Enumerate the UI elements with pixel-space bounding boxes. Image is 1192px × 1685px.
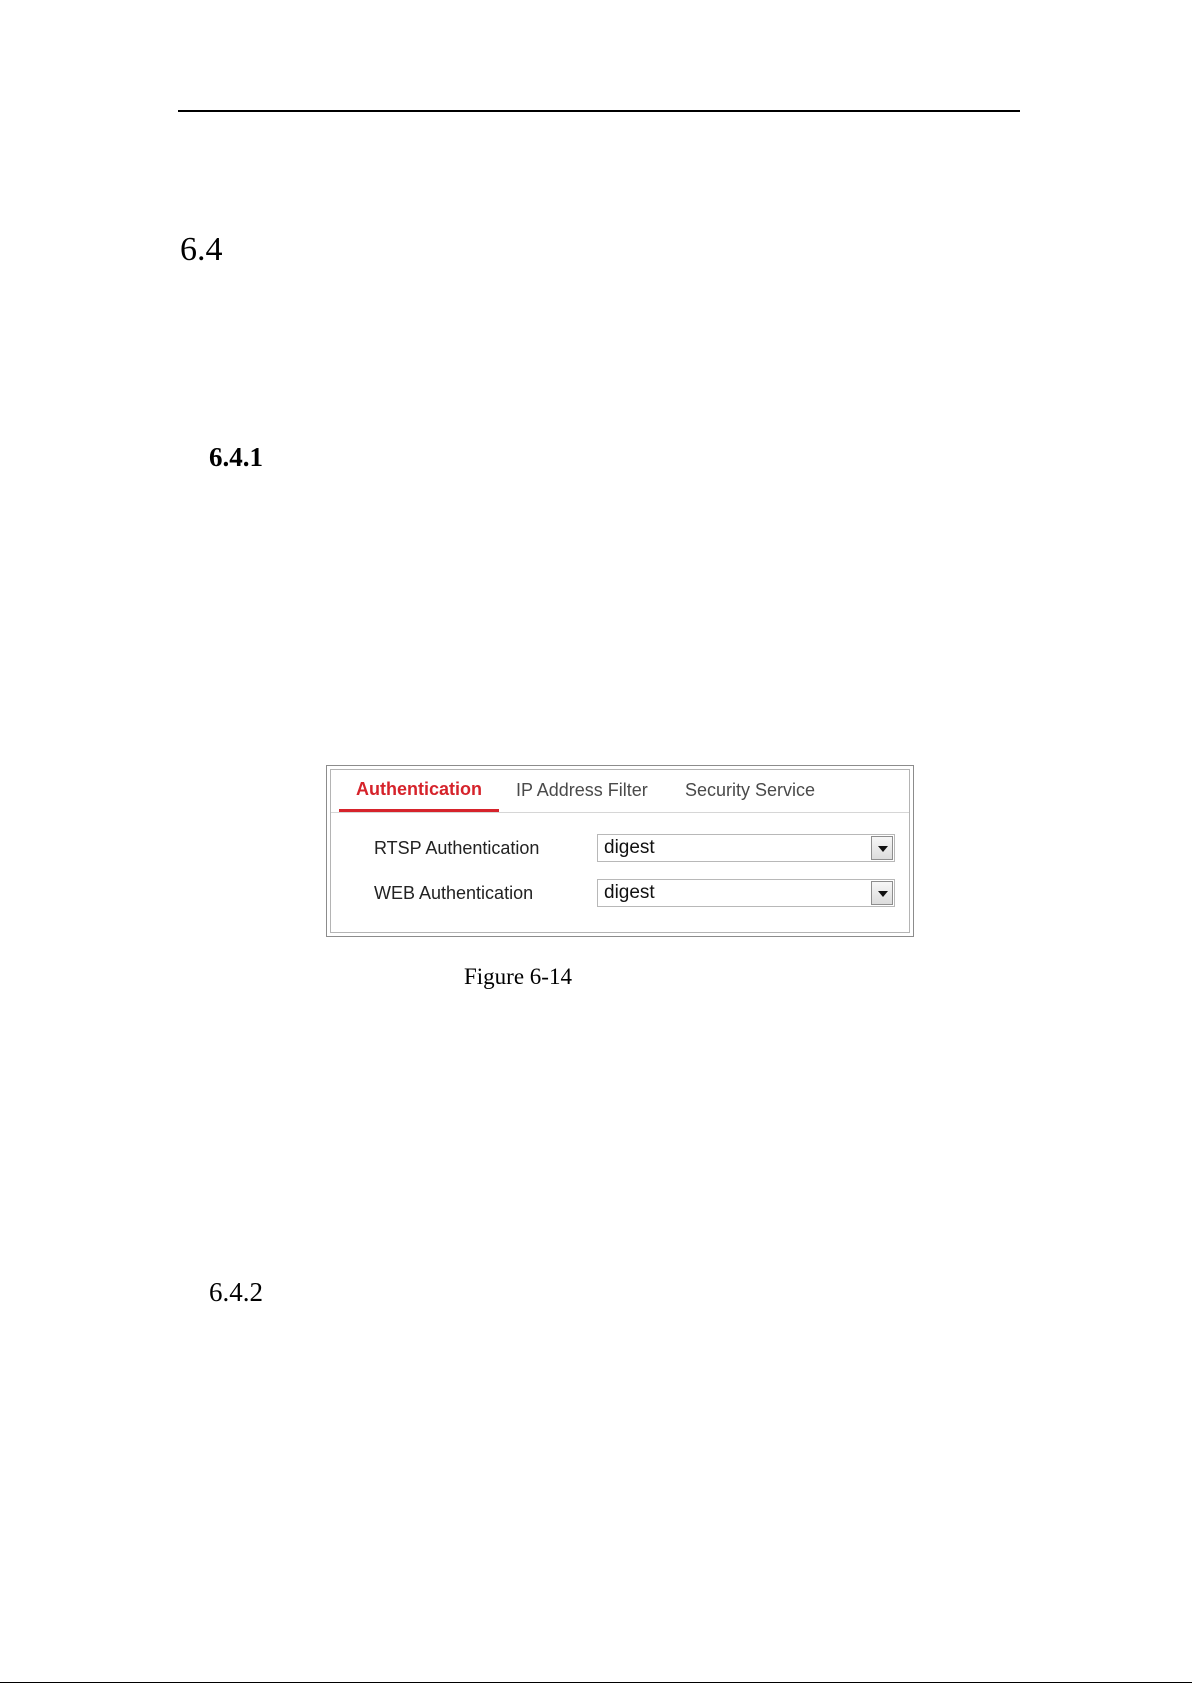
header-rule [178, 110, 1020, 112]
rtsp-authentication-select[interactable] [597, 834, 895, 862]
tab-bar [331, 770, 909, 813]
tab-ip-address-filter[interactable]: IP Address Filter [516, 780, 648, 800]
web-authentication-label: WEB Authentication [374, 883, 534, 903]
rtsp-authentication-label: RTSP Authentication [374, 838, 540, 858]
rtsp-authentication-value: digest [604, 837, 655, 858]
figure-caption: Figure 6-14 [464, 964, 572, 989]
web-authentication-row [331, 879, 909, 907]
settings-screenshot [326, 765, 914, 937]
chevron-down-icon[interactable] [871, 881, 893, 905]
chevron-down-icon[interactable] [871, 836, 893, 860]
tab-authentication[interactable]: Authentication [339, 770, 499, 812]
footer-rule [0, 1682, 1192, 1683]
settings-panel [330, 769, 910, 933]
subsection-heading-2: 6.4.2 [209, 1277, 263, 1307]
subsection-heading-1: 6.4.1 [209, 442, 263, 472]
web-authentication-select[interactable] [597, 879, 895, 907]
web-authentication-value: digest [604, 882, 655, 903]
rtsp-authentication-row [331, 834, 909, 862]
section-heading: 6.4 [180, 231, 223, 268]
tab-security-service[interactable]: Security Service [685, 780, 816, 800]
